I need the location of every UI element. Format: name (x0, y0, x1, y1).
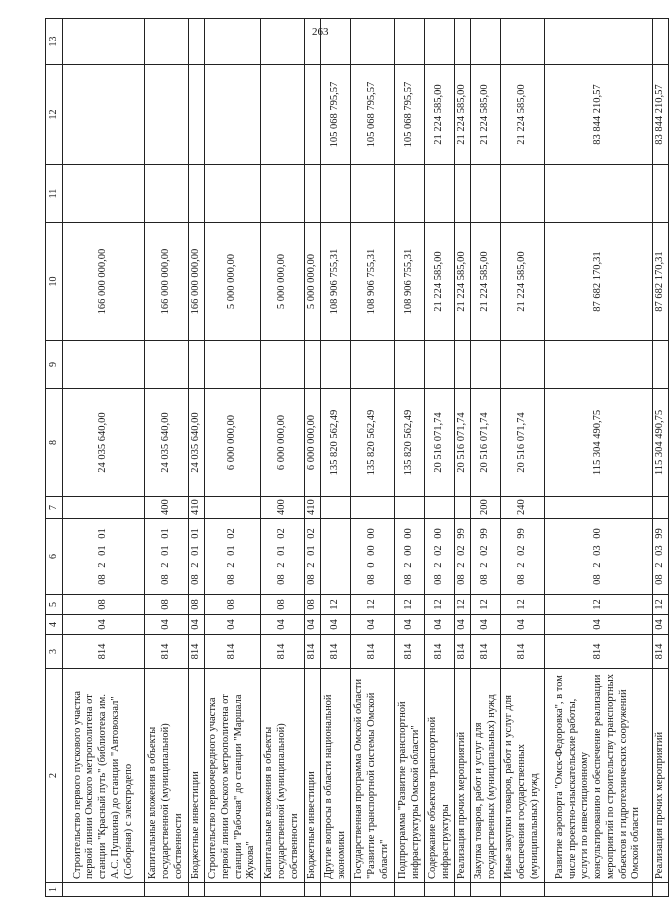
col-header-9: 9 (46, 341, 63, 389)
cell-subsection: 12 (471, 595, 501, 615)
cell-index (63, 883, 145, 897)
cell-ministry: 814 (455, 635, 471, 669)
cell-amount-13 (321, 19, 351, 65)
table-row (425, 19, 455, 897)
cell-section: 04 (205, 615, 261, 635)
cell-amount-11 (471, 165, 501, 223)
cell-amount-11 (395, 165, 425, 223)
table-row (63, 19, 145, 897)
cell-amount-13 (395, 19, 425, 65)
cell-amount-8: 20 516 071,74 (471, 389, 501, 497)
cell-amount-12 (145, 65, 189, 165)
cell-amount-9 (471, 341, 501, 389)
cell-amount-10: 5 000 000,00 (261, 223, 305, 341)
cell-amount-10: 87 682 170,31 (653, 223, 669, 341)
cell-amount-10: 108 906 755,31 (395, 223, 425, 341)
cell-index (351, 883, 395, 897)
cell-subsection: 08 (261, 595, 305, 615)
cell-amount-9 (261, 341, 305, 389)
cell-ministry: 814 (205, 635, 261, 669)
cell-name: Закупка товаров, работ и услуг для государственных (муниципальных) нужд (471, 669, 501, 883)
cell-index (305, 883, 321, 897)
cell-target-code: 08 2 01 01 (63, 519, 145, 595)
cell-subsection: 08 (63, 595, 145, 615)
cell-subsection: 12 (351, 595, 395, 615)
cell-amount-9 (545, 341, 653, 389)
cell-index (653, 883, 669, 897)
cell-expense-type: 410 (305, 497, 321, 519)
cell-subsection: 08 (205, 595, 261, 615)
cell-amount-11 (455, 165, 471, 223)
cell-subsection: 08 (145, 595, 189, 615)
cell-ministry: 814 (261, 635, 305, 669)
table-body (63, 19, 669, 897)
cell-expense-type (395, 497, 425, 519)
cell-name: Развитие аэропорта "Омск-Федоровка", в том числе проектно-изыскательские работы, услуги по инвестиционному консультированию и обеспечение реализации мероприятий по строительству транспортных объектов и гидротехнических сооружений Омской области (545, 669, 653, 883)
rotated-page-content (45, 3, 666, 903)
cell-target-code: 08 2 01 02 (261, 519, 305, 595)
cell-name: Государственная программа Омской области "Развитие транспортной системы Омской области" (351, 669, 395, 883)
col-header-8: 8 (46, 389, 63, 497)
cell-section: 04 (305, 615, 321, 635)
cell-name: Реализация прочих мероприятий (455, 669, 471, 883)
cell-amount-8: 24 035 640,00 (63, 389, 145, 497)
cell-ministry: 814 (145, 635, 189, 669)
cell-ministry: 814 (63, 635, 145, 669)
cell-expense-type: 400 (145, 497, 189, 519)
cell-amount-13 (145, 19, 189, 65)
cell-section: 04 (653, 615, 669, 635)
col-header-3: 3 (46, 635, 63, 669)
table-header (46, 19, 63, 897)
cell-target-code: 08 2 03 99 (653, 519, 669, 595)
table-row (455, 19, 471, 897)
cell-amount-10: 166 000 000,00 (63, 223, 145, 341)
cell-amount-8: 135 820 562,49 (351, 389, 395, 497)
cell-amount-11 (305, 165, 321, 223)
col-header-5: 5 (46, 595, 63, 615)
cell-name: Строительство первоочередного участка первой линии Омского метрополитена от станции "Рабочая" до станции "Маршала Жукова" (205, 669, 261, 883)
cell-subsection: 08 (305, 595, 321, 615)
column-number-row (46, 19, 63, 897)
cell-amount-10: 166 000 000,00 (189, 223, 205, 341)
cell-index (425, 883, 455, 897)
cell-amount-13 (545, 19, 653, 65)
cell-expense-type: 400 (261, 497, 305, 519)
cell-expense-type: 240 (501, 497, 545, 519)
cell-section: 04 (189, 615, 205, 635)
cell-name: Капитальные вложения в объекты государственной (муниципальной) собственности (145, 669, 189, 883)
cell-target-code: 08 2 03 00 (545, 519, 653, 595)
cell-amount-9 (425, 341, 455, 389)
cell-amount-11 (501, 165, 545, 223)
cell-amount-10: 5 000 000,00 (205, 223, 261, 341)
cell-section: 04 (501, 615, 545, 635)
cell-amount-8: 24 035 640,00 (189, 389, 205, 497)
cell-expense-type (425, 497, 455, 519)
cell-amount-11 (351, 165, 395, 223)
cell-section: 04 (261, 615, 305, 635)
cell-name: Бюджетные инвестиции (305, 669, 321, 883)
cell-amount-12: 105 068 795,57 (395, 65, 425, 165)
cell-amount-8: 135 820 562,49 (321, 389, 351, 497)
cell-amount-11 (545, 165, 653, 223)
cell-amount-9 (321, 341, 351, 389)
cell-subsection: 08 (189, 595, 205, 615)
cell-amount-8: 20 516 071,74 (425, 389, 455, 497)
cell-amount-9 (145, 341, 189, 389)
cell-amount-10: 21 224 585,00 (501, 223, 545, 341)
cell-index (145, 883, 189, 897)
col-header-1: 1 (46, 883, 63, 897)
cell-ministry: 814 (545, 635, 653, 669)
cell-index (545, 883, 653, 897)
cell-amount-12: 83 844 210,57 (653, 65, 669, 165)
cell-index (471, 883, 501, 897)
cell-expense-type (653, 497, 669, 519)
cell-amount-8: 6 000 000,00 (261, 389, 305, 497)
cell-amount-9 (63, 341, 145, 389)
cell-subsection: 12 (501, 595, 545, 615)
cell-expense-type (321, 497, 351, 519)
cell-target-code (321, 519, 351, 595)
table-row (501, 19, 545, 897)
cell-amount-9 (455, 341, 471, 389)
cell-target-code: 08 2 02 00 (425, 519, 455, 595)
cell-amount-12: 105 068 795,57 (321, 65, 351, 165)
cell-amount-13 (425, 19, 455, 65)
cell-index (205, 883, 261, 897)
cell-section: 04 (455, 615, 471, 635)
table-row (145, 19, 189, 897)
col-header-2: 2 (46, 669, 63, 883)
cell-amount-9 (395, 341, 425, 389)
cell-amount-9 (653, 341, 669, 389)
cell-target-code: 08 2 01 01 (145, 519, 189, 595)
cell-amount-10: 166 000 000,00 (145, 223, 189, 341)
cell-amount-9 (305, 341, 321, 389)
col-header-6: 6 (46, 519, 63, 595)
cell-subsection: 12 (545, 595, 653, 615)
table-row (261, 19, 305, 897)
cell-name: Другие вопросы в области национальной экономики (321, 669, 351, 883)
cell-amount-11 (425, 165, 455, 223)
cell-section: 04 (351, 615, 395, 635)
cell-amount-12 (205, 65, 261, 165)
cell-section: 04 (321, 615, 351, 635)
table-row (189, 19, 205, 897)
table-row (205, 19, 261, 897)
cell-amount-13 (305, 19, 321, 65)
cell-amount-12: 21 224 585,00 (455, 65, 471, 165)
cell-ministry: 814 (395, 635, 425, 669)
cell-amount-9 (351, 341, 395, 389)
cell-amount-13 (261, 19, 305, 65)
cell-amount-10: 21 224 585,00 (425, 223, 455, 341)
cell-amount-12 (189, 65, 205, 165)
cell-index (261, 883, 305, 897)
rotated-table-area (45, 3, 666, 903)
cell-target-code: 08 2 02 99 (501, 519, 545, 595)
cell-amount-11 (189, 165, 205, 223)
cell-section: 04 (63, 615, 145, 635)
cell-amount-13 (653, 19, 669, 65)
cell-name: Иные закупки товаров, работ и услуг для обеспечения государственных (муниципальных) нужд (501, 669, 545, 883)
cell-expense-type (545, 497, 653, 519)
cell-section: 04 (425, 615, 455, 635)
cell-amount-8: 115 304 490,75 (545, 389, 653, 497)
cell-amount-12: 21 224 585,00 (501, 65, 545, 165)
col-header-12: 12 (46, 65, 63, 165)
cell-amount-8: 20 516 071,74 (455, 389, 471, 497)
cell-ministry: 814 (189, 635, 205, 669)
cell-index (321, 883, 351, 897)
cell-index (395, 883, 425, 897)
table-row (653, 19, 669, 897)
table-row (351, 19, 395, 897)
cell-ministry: 814 (305, 635, 321, 669)
cell-target-code: 08 2 02 99 (471, 519, 501, 595)
cell-target-code: 08 2 01 01 (189, 519, 205, 595)
cell-amount-13 (189, 19, 205, 65)
cell-subsection: 12 (395, 595, 425, 615)
cell-target-code: 08 0 00 00 (351, 519, 395, 595)
cell-amount-9 (205, 341, 261, 389)
budget-table (45, 18, 669, 897)
cell-amount-8: 20 516 071,74 (501, 389, 545, 497)
cell-subsection: 12 (653, 595, 669, 615)
col-header-4: 4 (46, 615, 63, 635)
cell-subsection: 12 (425, 595, 455, 615)
cell-amount-11 (145, 165, 189, 223)
cell-section: 04 (471, 615, 501, 635)
cell-expense-type (351, 497, 395, 519)
cell-expense-type: 410 (189, 497, 205, 519)
cell-amount-12 (63, 65, 145, 165)
cell-ministry: 814 (653, 635, 669, 669)
cell-target-code: 08 2 01 02 (305, 519, 321, 595)
cell-amount-11 (261, 165, 305, 223)
cell-amount-8: 135 820 562,49 (395, 389, 425, 497)
table-row (321, 19, 351, 897)
cell-name: Подпрограмма "Развитие транспортной инфраструктуры Омской области" (395, 669, 425, 883)
cell-amount-10: 108 906 755,31 (351, 223, 395, 341)
cell-amount-9 (189, 341, 205, 389)
cell-name: Содержание объектов транспортной инфраструктуры (425, 669, 455, 883)
cell-section: 04 (145, 615, 189, 635)
cell-amount-8: 6 000 000,00 (305, 389, 321, 497)
cell-amount-9 (501, 341, 545, 389)
table-row (545, 19, 653, 897)
cell-ministry: 814 (351, 635, 395, 669)
col-header-11: 11 (46, 165, 63, 223)
cell-amount-10: 5 000 000,00 (305, 223, 321, 341)
cell-expense-type (455, 497, 471, 519)
table-row (305, 19, 321, 897)
table-row (395, 19, 425, 897)
cell-amount-13 (501, 19, 545, 65)
cell-ministry: 814 (321, 635, 351, 669)
cell-ministry: 814 (501, 635, 545, 669)
cell-amount-10: 21 224 585,00 (455, 223, 471, 341)
cell-ministry: 814 (425, 635, 455, 669)
cell-amount-10: 21 224 585,00 (471, 223, 501, 341)
page-number: 263 (312, 26, 329, 38)
cell-amount-12 (261, 65, 305, 165)
cell-name: Реализация прочих мероприятий (653, 669, 669, 883)
cell-name: Бюджетные инвестиции (189, 669, 205, 883)
cell-amount-12: 21 224 585,00 (471, 65, 501, 165)
cell-section: 04 (545, 615, 653, 635)
col-header-10: 10 (46, 223, 63, 341)
cell-amount-13 (351, 19, 395, 65)
cell-amount-13 (471, 19, 501, 65)
cell-target-code: 08 2 00 00 (395, 519, 425, 595)
cell-amount-13 (205, 19, 261, 65)
cell-amount-8: 24 035 640,00 (145, 389, 189, 497)
cell-amount-12: 83 844 210,57 (545, 65, 653, 165)
cell-amount-12: 21 224 585,00 (425, 65, 455, 165)
cell-amount-12: 105 068 795,57 (351, 65, 395, 165)
cell-amount-13 (455, 19, 471, 65)
cell-section: 04 (395, 615, 425, 635)
cell-index (501, 883, 545, 897)
table-row (471, 19, 501, 897)
cell-subsection: 12 (455, 595, 471, 615)
cell-target-code: 08 2 02 99 (455, 519, 471, 595)
cell-index (189, 883, 205, 897)
cell-amount-8: 6 000 000,00 (205, 389, 261, 497)
cell-amount-12 (305, 65, 321, 165)
cell-expense-type (63, 497, 145, 519)
cell-expense-type (205, 497, 261, 519)
cell-expense-type: 200 (471, 497, 501, 519)
cell-amount-10: 87 682 170,31 (545, 223, 653, 341)
cell-subsection: 12 (321, 595, 351, 615)
cell-amount-13 (63, 19, 145, 65)
cell-target-code: 08 2 01 02 (205, 519, 261, 595)
cell-ministry: 814 (471, 635, 501, 669)
cell-amount-8: 115 304 490,75 (653, 389, 669, 497)
cell-name: Строительство первого пускового участка первой линии Омского метрополитена от станции "Красный путь" (библиотека им. А.С. Пушкина) до станции "Автовокзал" (Соборная) с электродепо (63, 669, 145, 883)
cell-amount-10: 108 906 755,31 (321, 223, 351, 341)
cell-amount-11 (321, 165, 351, 223)
cell-amount-11 (205, 165, 261, 223)
cell-name: Капитальные вложения в объекты государственной (муниципальной) собственности (261, 669, 305, 883)
col-header-13: 13 (46, 19, 63, 65)
cell-index (455, 883, 471, 897)
cell-amount-11 (63, 165, 145, 223)
col-header-7: 7 (46, 497, 63, 519)
cell-amount-11 (653, 165, 669, 223)
